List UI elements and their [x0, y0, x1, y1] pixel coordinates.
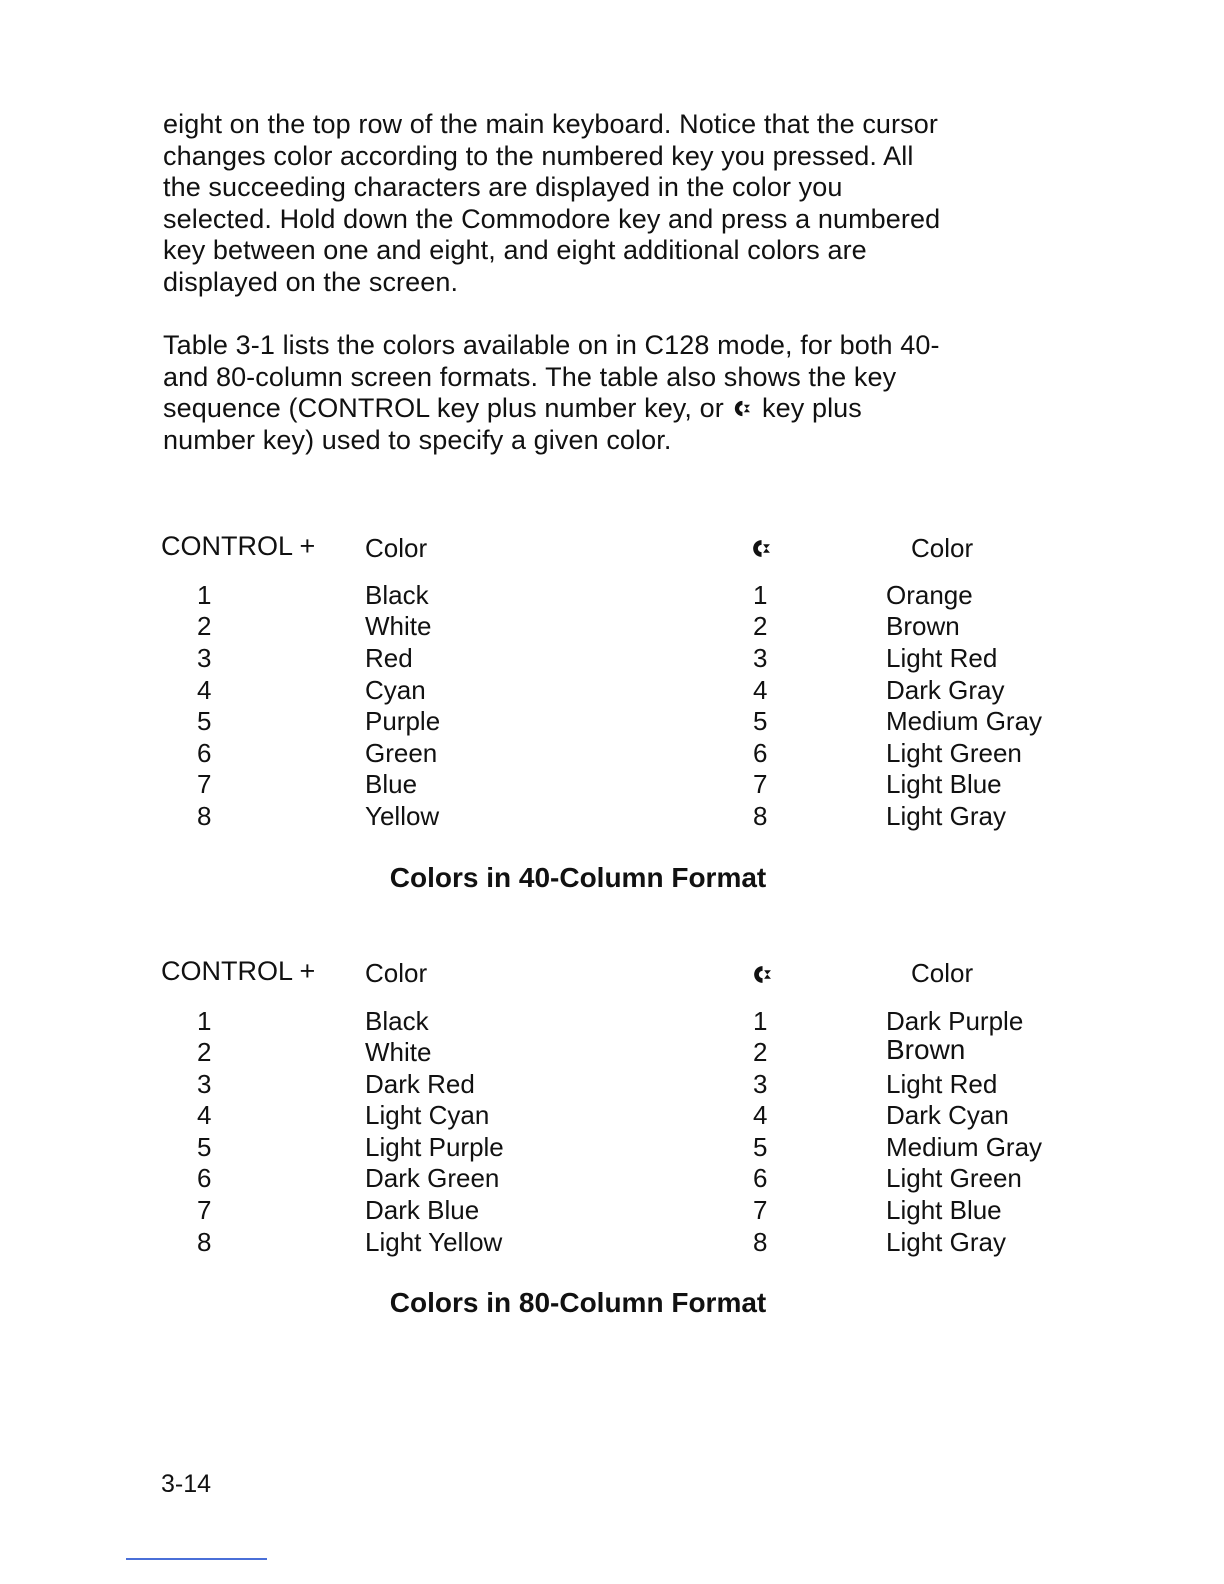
cbm-color: Light Blue [886, 1195, 1002, 1225]
commodore-key-icon [751, 961, 772, 991]
cbm-key: 4 [753, 1100, 768, 1130]
ctrl-color: Yellow [365, 801, 440, 831]
ctrl-color: Green [365, 738, 438, 768]
cbm-color: Light Red [886, 1069, 998, 1099]
ctrl-key: 1 [197, 1006, 212, 1036]
cbm-color: Dark Purple [886, 1006, 1024, 1036]
ctrl-color: White [365, 611, 432, 641]
ctrl-color: Cyan [365, 675, 426, 705]
ctrl-color: Blue [365, 769, 418, 799]
cbm-key: 4 [753, 675, 768, 705]
cbm-color: Brown [886, 611, 960, 641]
cbm-key: 7 [753, 769, 768, 799]
table-intro-paragraph [163, 330, 1023, 456]
cbm-key: 5 [753, 706, 768, 736]
table-intro-line [163, 393, 1023, 425]
color-header: Color [365, 533, 428, 563]
ctrl-key: 5 [197, 706, 212, 736]
color-header: Color [365, 958, 428, 988]
cbm-color: Orange [886, 580, 973, 610]
ctrl-key: 5 [197, 1132, 212, 1162]
ctrl-color: Purple [365, 706, 441, 736]
cbm-color: Dark Gray [886, 675, 1005, 705]
intro-line: selected. Hold down the Commodore key and press a numbered [163, 203, 941, 234]
cbm-color: Light Red [886, 643, 998, 673]
ctrl-color: White [365, 1037, 432, 1067]
intro-line: key between one and eight, and eight additional colors are [163, 235, 867, 266]
cbm-color: Light Blue [886, 769, 1002, 799]
table-caption: Colors in 40-Column Format [389, 862, 767, 893]
cbm-key: 5 [753, 1132, 768, 1162]
cbm-key: 7 [753, 1195, 768, 1225]
footer-rule [126, 1558, 267, 1560]
cbm-key: 6 [753, 1163, 768, 1193]
cbm-key: 8 [753, 1227, 768, 1257]
cbm-color: Medium Gray [886, 1132, 1043, 1162]
ctrl-color: Black [365, 1006, 429, 1036]
ctrl-color: Dark Red [365, 1069, 475, 1099]
ctrl-color: Dark Blue [365, 1195, 480, 1225]
ctrl-key: 1 [197, 580, 212, 610]
ctrl-key: 6 [197, 738, 212, 768]
ctrl-color: Black [365, 580, 429, 610]
cbm-key: 3 [753, 643, 768, 673]
intro-line: changes color according to the numbered key you pressed. All [163, 140, 914, 171]
ctrl-key: 6 [197, 1163, 212, 1193]
table-intro-line: and 80-column screen formats. The table also shows the key [163, 361, 897, 392]
cbm-color: Light Green [886, 738, 1022, 768]
table-intro-text: key plus [762, 393, 862, 424]
cbm-key: 6 [753, 738, 768, 768]
table-intro-text: sequence (CONTROL key plus number key, or [163, 393, 724, 424]
control-header: CONTROL + [161, 956, 316, 986]
cbm-key: 2 [753, 611, 768, 641]
ctrl-color: Light Yellow [365, 1227, 503, 1257]
ctrl-key: 2 [197, 611, 212, 641]
control-header: CONTROL + [161, 531, 316, 561]
table-intro-line: number key) used to specify a given color. [163, 424, 672, 455]
cbm-color: Brown [886, 1034, 966, 1065]
ctrl-key: 7 [197, 769, 212, 799]
commodore-key-icon [732, 399, 751, 418]
ctrl-color: Light Cyan [365, 1100, 490, 1130]
ctrl-key: 3 [197, 1069, 212, 1099]
intro-line: the succeeding characters are displayed in the color you [163, 172, 843, 203]
ctrl-key: 4 [197, 1100, 212, 1130]
cbm-color: Medium Gray [886, 706, 1043, 736]
ctrl-key: 7 [197, 1195, 212, 1225]
cbm-key: 1 [753, 580, 768, 610]
commodore-key-icon [750, 535, 771, 565]
ctrl-key: 8 [197, 801, 212, 831]
cbm-key: 1 [753, 1006, 768, 1036]
intro-paragraph [163, 109, 1023, 299]
cbm-key: 3 [753, 1069, 768, 1099]
table-intro-line: Table 3-1 lists the colors available on in C128 mode, for both 40- [163, 330, 940, 360]
cbm-color: Dark Cyan [886, 1100, 1009, 1130]
cbm-color: Light Gray [886, 1227, 1006, 1257]
cbm-key: 8 [753, 801, 768, 831]
color-header: Color [911, 958, 974, 988]
cbm-color: Light Gray [886, 801, 1006, 831]
ctrl-key: 3 [197, 643, 212, 673]
ctrl-key: 2 [197, 1037, 212, 1067]
color-header: Color [911, 533, 974, 563]
ctrl-color: Dark Green [365, 1163, 500, 1193]
ctrl-key: 8 [197, 1227, 212, 1257]
ctrl-color: Red [365, 643, 413, 673]
cbm-color: Light Green [886, 1163, 1022, 1193]
table-caption: Colors in 80-Column Format [389, 1287, 767, 1318]
ctrl-color: Light Purple [365, 1132, 504, 1162]
cbm-key: 2 [753, 1037, 768, 1067]
page-number: 3-14 [161, 1470, 212, 1498]
intro-line: eight on the top row of the main keyboard. Notice that the cursor [163, 109, 938, 139]
ctrl-key: 4 [197, 675, 212, 705]
intro-line: displayed on the screen. [163, 266, 459, 297]
